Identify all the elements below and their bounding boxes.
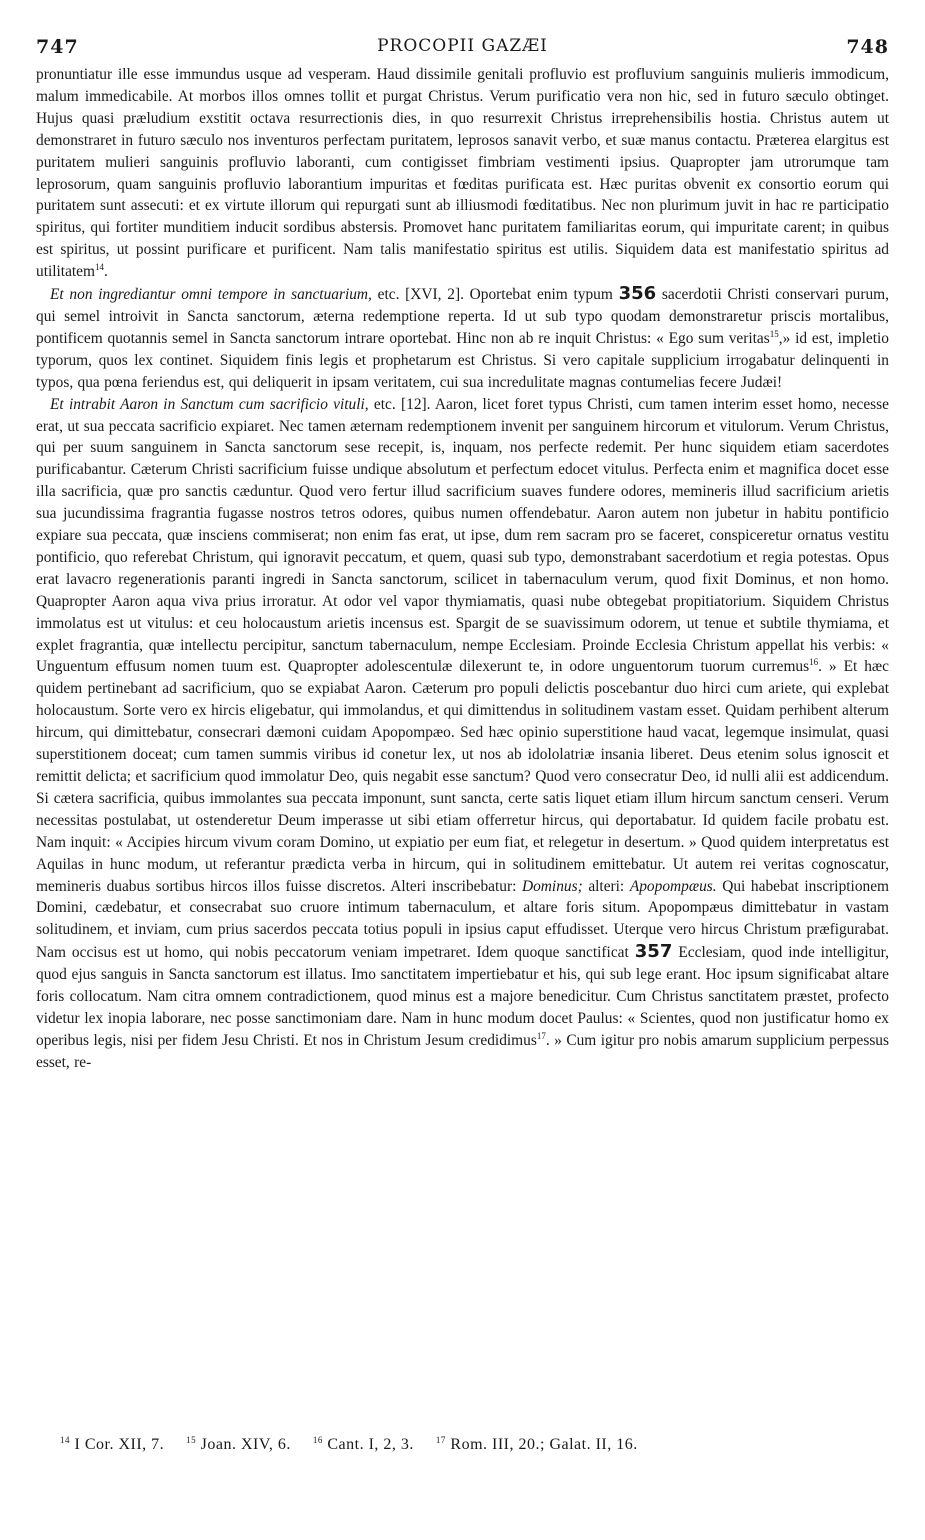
text-run: . » Cum igitur pro nobis amarum supplicium perpessus esset, re-: [36, 1031, 889, 1071]
footnote-number: 17: [435, 1435, 446, 1445]
italic-lemma: Dominus;: [522, 877, 583, 895]
text-run: pronuntiatur ille esse immundus usque ad vesperam. Haud dissimile genitali profluvio est profluvium sanguinis mulieris immodicum, malum immedicabile. At morbos illos omnes tollit et purgat Christus. Verum purificatio vera non hic, sed in futuro sæculo obtinget. Hujus quasi præludium exstitit octava resurrectionis dies, in quo resurrexit Christus irreprehensibilis hostia. Christus autem ut demonstraret in futuro sæculo nos inventuros perfectam puritatem, leprosos sanavit verbo, et suæ manus contactu. Præterea elargitus est puritatem mulieri sanguinis profluvio laboranti, cum contigisset fimbriam vestimenti ipsius. Quapropter jam utrorumque tam leprosorum, quam sanguinis profluvio laborantium impuritas et fœditas purificata est. Hæc puritas obvenit ex consortio eorum qui puritatem sunt assecuti: et ex virtute illorum qui repurgati sunt ab illiusmodi fœditatibus. Nec non plurimum juvit in hac re participatio spiritus, qui fortiter munditiem inducit sordibus abstersis. Promovet hanc puritatem familiaritas eorum, qui impuritate carent; in quibus est spiritus, ut possint purificare et purificent. Nam talis manifestatio spiritus est utilis. Siquidem data est manifestatio spiritus ad utilitatem: [36, 66, 889, 281]
footnotes: [60, 1436, 889, 1454]
body-text: [36, 64, 889, 1414]
footnote-reference: Cant. I, 2, 3.: [322, 1436, 414, 1453]
footnote: [186, 1436, 291, 1453]
text-run: ,» id est, impletio typorum, quos lex continet. Siquidem finis legis et prophetarum est Christus. Si vero capitale supplicium irrogabatur delinquenti in typos, qua pœna feriendus est, qui deliquerit in ipsam veritatem, cui sua incredulitate magnas contumelias fecere Judæi!: [36, 329, 889, 391]
italic-lemma: Et intrabit Aaron in Sanctum cum sacrificio vituli,: [50, 395, 369, 413]
page-number-left: 747: [36, 36, 79, 58]
text-run: etc. [12]. Aaron, licet foret typus Christi, cum tamen interim esset homo, necesse erat, ut sua peccata sacrificio expiaret. Nec tamen æternam redemptionem invenit per sanguinem hircorum et vitulorum. Verum Christus, qui per suum sanguinem in Sancta sanctorum sese recepit, is, inquam, nos perfecte redemit. Per hunc siquidem etiam sacerdotes purificabantur. Cæterum Christi sacrificium fuisse undique absolutum et perfectum edocet vitulus. Perfecta enim et magnifica docet esse illa sacrificia, quæ pro sanctis cæduntur. Quod vero fertur illud sacrificium suaves fundere odores, memineris illud sacrificium arietis sua jucundissima fragrantia fugasse nostros tetros odores, quibus numen offendebatur. Aaron autem non jubetur in habitu pontificio expiare sua peccata, quæ insciens commiserat; non enim fas erat, ut ipse, dum rem sacram pro se faceret, conspiceretur ornatus vestitu pontificio, quo referebat Christum, qui ignoravit peccatum, et quem, quasi sub typo, demonstrabant sacerdotium et regia potestas. Opus erat lavacro regenerationis paranti ingredi in Sancta sanctorum, scilicet in tabernaculum verum, quod fixit Dominus, et non homo. Quapropter Aaron aqua viva prius irroratur. At odor vel vapor thymiamatis, quasi nube obtegebat propitiatorium. Siquidem Christus immolatus est ut vitulus: et ceu holocaustum arietis incensus est. Spargit de se suavissimum odorem, ut tenue et subtile thymiama, et explet fragrantia, quæ intellectu percipitur, sanctum tabernaculum, nempe Ecclesiam. Proinde Ecclesia Christum appellat his verbis: « Unguentum effusum nomen tuum est. Quapropter adolescentulæ dilexerunt te, in odore unguentorum tuorum curremus: [36, 395, 889, 676]
footnote: [60, 1436, 164, 1453]
footnote-marker: 16: [809, 657, 819, 668]
footnote-number: 15: [186, 1435, 197, 1445]
footnote: [436, 1436, 638, 1453]
italic-lemma: Apopompæus.: [629, 877, 717, 895]
paragraph: [36, 283, 889, 394]
footnote-reference: Joan. XIV, 6.: [196, 1436, 291, 1453]
footnote-marker: 14: [95, 262, 104, 273]
paragraph: [36, 394, 889, 1074]
text-run: alteri:: [582, 877, 630, 895]
paragraph: [36, 64, 889, 283]
footnote-reference: I Cor. XII, 7.: [70, 1436, 165, 1453]
text-run: Ecclesiam, quod inde intelligitur, quod ejus sanguis in Sancta sanctorum est illatus. Imo sanctitatem impertiebatur et his, qui sub lege erant. Hoc ipsum significabat altare foris collocatum. Nam citra omnem contradictionem, quod minus est a majore benedicitur. Cum Christus sanctitatem præstet, profecto videtur lex inopia laborare, nec posse sanctimoniam dare. Nam in hunc modum docet Paulus: « Scientes, quod non justificatur homo ex operibus legis, nisi per fidem Jesu Christi. Et nos in Christum Jesum credidimus: [36, 944, 889, 1049]
footnote-reference: Rom. III, 20.; Galat. II, 16.: [445, 1436, 638, 1453]
running-title: PROCOPII GAZÆI: [377, 36, 548, 56]
italic-lemma: Et non ingrediantur omni tempore in sanctuarium,: [50, 286, 372, 304]
footnote-marker: 15: [769, 328, 779, 339]
text-run: . » Et hæc quidem pertinebant ad sacrificium, quo se expiabat Aaron. Cæterum pro populi delictis poscebantur duo hirci cum ariete, qui explebat holocaustum. Sorte vero ex hircis eligebatur, qui immolandus, et qui dimittendus in solitudinem vastam esset. Quidam perhibent alterum hircum, qui dimittebatur, consecrari dæmoni cuidam Apopompæo. Sed hæc opinio superstitione haud vacat, legemque insimulat, quasi superstitionem doceat; cum tamen summis viribus id conetur lex, ut nos ab idololatriæ insania liberet. Deus etenim solus ignoscit et remittit delicta; et sacrificium quod immolatur Deo, quis negabit esse sanctum? Quod vero consecratur Deo, id nulli alii est addicendum. Si cætera sacrificia, quibus immolantes sua peccata imponunt, sunt sancta, certe satis liquet etiam illum hircum sanctum censeri. Verum necessitas postulabat, ut ostenderetur Deum imperasse ut sibi etiam offerretur hircus, qui deportabatur. Id quidem facile probatu est. Nam inquit: « Accipies hircum vivum coram Domino, ut expiatio per eum fiat, et relegetur in desertum. » Quod quidem interpretatus est Aquilas in hunc modum, ut referantur prædicta verba in hircum, qui in solitudinem emittebatur. Ut autem rei veritas cognoscatur, memineris duabus sortibus hircos illos fuisse discretos. Alteri inscribebatur:: [36, 658, 889, 895]
page-header: [36, 36, 889, 60]
text-run: sacerdotii Christi conservari purum, qui semel introivit in Sancta sanctorum, æterna redemptione reperta. Id ut sub typo quodam demonstraretur priscis mortalibus, pontificem quotannis semel in Sancta sanctorum intrare oportebat. Hinc non ab re inquit Christus: « Ego sum veritas: [36, 286, 889, 347]
text-run: .: [104, 263, 108, 281]
text-run: Qui habebat inscriptionem Domini, cædebatur, et consecrabat suo cruore intimum tabernaculum, et altare foris situm. Apopompæus dimittebatur in vastam solitudinem, et inviam, cum prius sacerdos peccata totius populi in ipsius caput effudisset. Uterque vero hircus Christum præfigurabat. Nam occisus est ut homo, qui nobis peccatorum veniam impetraret. Idem quoque sanctificat: [36, 877, 889, 962]
footnote-number: 14: [60, 1435, 70, 1445]
column-marker: 357: [634, 941, 673, 963]
text-run: etc. [XVI, 2]. Oportebat enim typum: [371, 286, 619, 304]
footnote-marker: 17: [536, 1030, 546, 1041]
page-number-right: 748: [846, 36, 889, 58]
footnote: [313, 1436, 414, 1453]
footnote-number: 16: [312, 1435, 323, 1445]
column-marker: 356: [618, 283, 657, 305]
